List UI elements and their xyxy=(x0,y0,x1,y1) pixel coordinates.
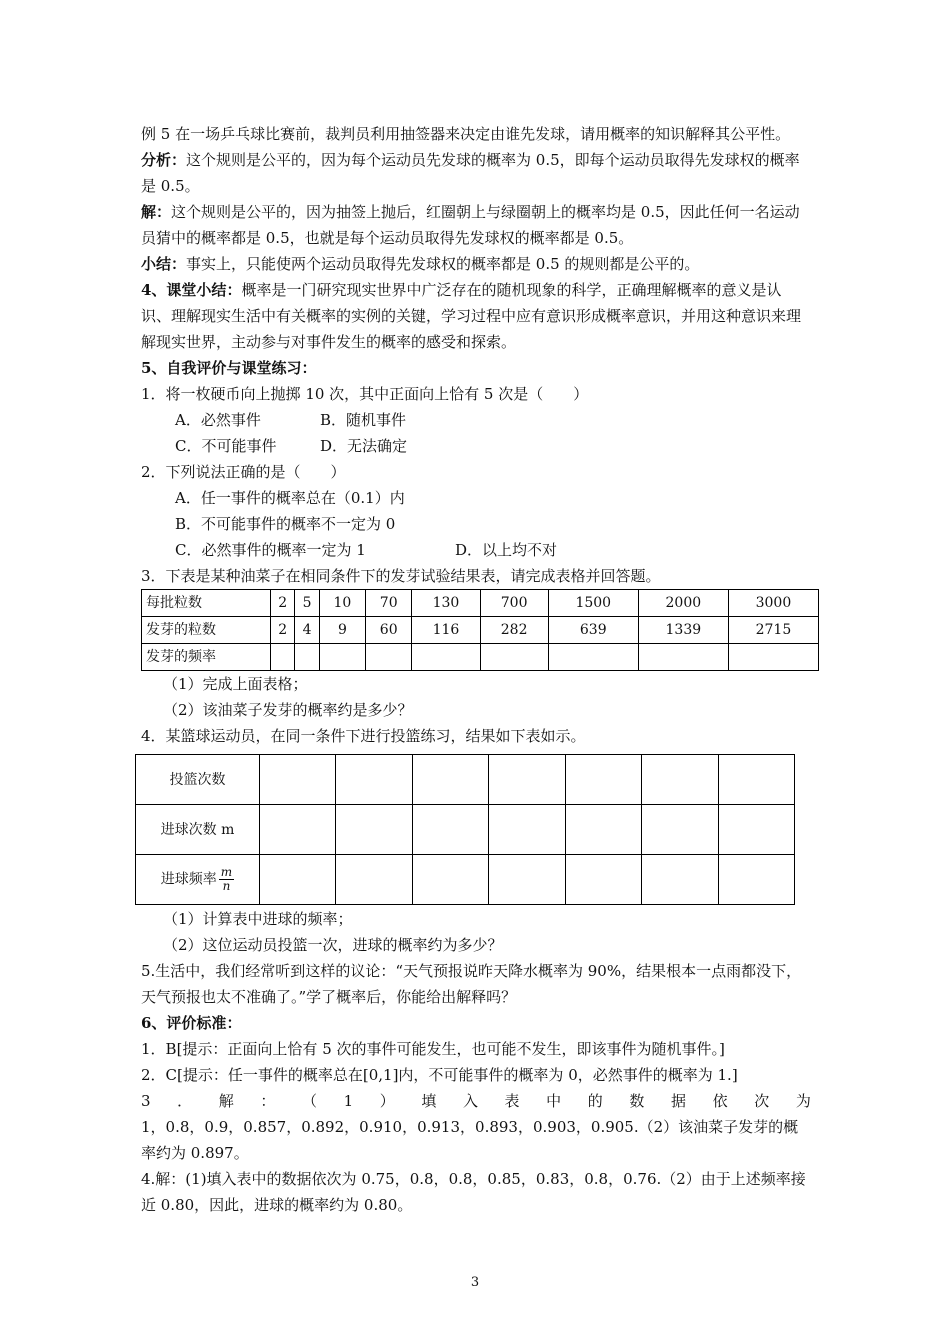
q5-text: 5.生活中，我们经常听到这样的议论：“天气预报说昨天降水概率为 90%，结果根本一点雨都没下，天气预报也太不准确了。”学了概率后，你能给出解释吗？ xyxy=(141,962,802,1006)
empty-cell xyxy=(718,805,794,855)
q2-option-c: C．必然事件的概率一定为 1 xyxy=(175,541,366,559)
q3-sub2: （2）该油菜子发芽的概率约是多少？ xyxy=(163,701,413,719)
table-cell: 130 xyxy=(412,590,480,617)
section4-text: 概率是一门研究现实世界中广泛存在的随机现象的科学，正确理解概率的意义是认识、理解现实生活中有关概率的实例的关键，学习过程中应有意识形成概率意识，并用这种意识来理解现实世界，主动参与对事件发生的概率的感受和探索。 xyxy=(141,281,802,351)
answer2: 2．C[提示：任一事件的概率总在[0,1]内，不可能事件的概率为 0，必然事件的概率为 1.] xyxy=(141,1066,738,1084)
table-row xyxy=(136,755,795,805)
empty-cell xyxy=(412,755,488,805)
empty-cell xyxy=(565,805,641,855)
section5-heading: 5、自我评价与课堂练习： xyxy=(141,359,317,377)
empty-cell xyxy=(642,805,718,855)
table-cell: 60 xyxy=(366,617,412,644)
summary-label: 小结： xyxy=(141,255,187,273)
empty-cell xyxy=(718,755,794,805)
empty-cell xyxy=(638,644,728,671)
q4-stem: 4．某篮球运动员，在同一条件下进行投篮练习，结果如下表如示。 xyxy=(141,727,586,745)
q1-stem: 1．将一枚硬币向上抛掷 10 次，其中正面向上恰有 5 次是（ ） xyxy=(141,385,589,403)
summary-text: 事实上，只能使两个运动员取得先发球权的概率都是 0.5 的规则都是公平的。 xyxy=(186,255,700,273)
empty-cell xyxy=(548,644,638,671)
analysis-text: 这个规则是公平的，因为每个运动员先发球的概率为 0.5，即每个运动员取得先发球权的概率是 0.5。 xyxy=(141,151,800,195)
table-cell: 700 xyxy=(480,590,548,617)
section6-heading: 6、评价标准： xyxy=(141,1014,242,1032)
row-header-frequency: 发芽的频率 xyxy=(142,644,271,671)
q2-option-b: B．不可能事件的概率不一定为 0 xyxy=(175,515,396,533)
empty-cell xyxy=(718,855,794,905)
empty-cell xyxy=(489,855,565,905)
row-header-made: 进球次数 m xyxy=(136,805,260,855)
table-cell: 1339 xyxy=(638,617,728,644)
q2-option-a: A．任一事件的概率总在（0.1）内 xyxy=(175,489,405,507)
q2-stem: 2．下列说法正确的是（ ） xyxy=(141,463,346,481)
row-header-made-frequency: 进球频率 $\frac{m}{n}$ xyxy=(136,855,260,905)
table-cell: 4 xyxy=(295,617,319,644)
empty-cell xyxy=(489,755,565,805)
q1-options-row1 xyxy=(141,407,811,433)
empty-cell xyxy=(412,855,488,905)
empty-cell xyxy=(412,644,480,671)
page-number: 3 xyxy=(470,1275,480,1290)
fraction-m-over-n: $\frac{m}{n}$ xyxy=(220,865,233,893)
row-header-germinated: 发芽的粒数 xyxy=(142,617,271,644)
empty-cell xyxy=(260,755,336,805)
table-row xyxy=(142,590,819,617)
answer1: 1．B[提示：正面向上恰有 5 次的事件可能发生，也可能不发生，即该事件为随机事件。] xyxy=(141,1040,725,1058)
example5-summary xyxy=(141,251,811,277)
empty-cell xyxy=(260,805,336,855)
q1-option-a: A．必然事件 xyxy=(175,411,261,429)
empty-cell xyxy=(336,855,412,905)
empty-cell xyxy=(728,644,818,671)
q3-sub1: （1）完成上面表格； xyxy=(163,675,308,693)
table-cell: 9 xyxy=(319,617,365,644)
q2-options-row3 xyxy=(141,537,811,563)
table-cell: 2715 xyxy=(728,617,818,644)
section4-heading: 4、课堂小结： xyxy=(141,281,242,299)
q1-option-c: C．不可能事件 xyxy=(175,437,277,455)
example5-solution xyxy=(141,199,811,251)
empty-cell xyxy=(412,805,488,855)
shooting-table xyxy=(135,754,795,905)
answer4: 4.解：(1)填入表中的数据依次为 0.75，0.8，0.8，0.85，0.83，0.8，0.76.（2）由于上述频率接近 0.80，因此，进球的概率约为 0.80。 xyxy=(141,1170,806,1214)
empty-cell xyxy=(642,755,718,805)
empty-cell xyxy=(319,644,365,671)
q1-option-d: D．无法确定 xyxy=(320,437,408,455)
germination-table xyxy=(141,589,819,671)
table-cell: 3000 xyxy=(728,590,818,617)
empty-cell xyxy=(366,644,412,671)
analysis-label: 分析： xyxy=(141,151,187,169)
answer3-rest: 1，0.8，0.9，0.857，0.892，0.910，0.913，0.893，0.903，0.905.（2）该油菜子发芽的概率约为 0.897。 xyxy=(141,1118,799,1162)
empty-cell xyxy=(336,755,412,805)
empty-cell xyxy=(260,855,336,905)
example5-analysis xyxy=(141,147,811,199)
q4-sub1: （1）计算表中进球的频率； xyxy=(163,910,353,928)
empty-cell xyxy=(336,805,412,855)
page-content xyxy=(141,121,811,1218)
empty-cell xyxy=(295,644,319,671)
q1-options-row2 xyxy=(141,433,811,459)
empty-cell xyxy=(565,755,641,805)
answer3-first-line: 3 ． 解 ： （ 1 ） 填 入 表 中 的 数 据 依 次 为 xyxy=(141,1092,811,1110)
q4-sub2: （2）这位运动员投篮一次，进球的概率约为多少？ xyxy=(163,936,503,954)
table-cell: 2 xyxy=(271,590,295,617)
empty-cell xyxy=(642,855,718,905)
table-cell: 282 xyxy=(480,617,548,644)
section4-class-summary xyxy=(141,277,811,355)
q2-option-d: D．以上均不对 xyxy=(455,541,558,559)
table-cell: 70 xyxy=(366,590,412,617)
table-cell: 639 xyxy=(548,617,638,644)
table-cell: 5 xyxy=(295,590,319,617)
solution-label: 解： xyxy=(141,203,172,221)
q3-stem: 3．下表是某种油菜子在相同条件下的发芽试验结果表，请完成表格并回答题。 xyxy=(141,567,661,585)
table-cell: 2000 xyxy=(638,590,728,617)
table-row xyxy=(136,805,795,855)
table-cell: 10 xyxy=(319,590,365,617)
table-row xyxy=(136,855,795,905)
solution-text: 这个规则是公平的，因为抽签上抛后，红圈朝上与绿圈朝上的概率均是 0.5，因此任何一名运动员猜中的概率都是 0.5，也就是每个运动员取得先发球权的概率都是 0.5。 xyxy=(141,203,800,247)
empty-cell xyxy=(271,644,295,671)
table-cell: 1500 xyxy=(548,590,638,617)
table-row xyxy=(142,644,819,671)
table-cell: 116 xyxy=(412,617,480,644)
example5-question: 例 5 在一场乒乓球比赛前，裁判员利用抽签器来决定由谁先发球，请用概率的知识解释其公平性。 xyxy=(141,125,791,143)
table-row xyxy=(142,617,819,644)
row-header-attempts: 投篮次数 xyxy=(136,755,260,805)
empty-cell xyxy=(489,805,565,855)
q1-option-b: B．随机事件 xyxy=(320,411,407,429)
empty-cell xyxy=(480,644,548,671)
row-header-batch: 每批粒数 xyxy=(142,590,271,617)
table-cell: 2 xyxy=(271,617,295,644)
empty-cell xyxy=(565,855,641,905)
